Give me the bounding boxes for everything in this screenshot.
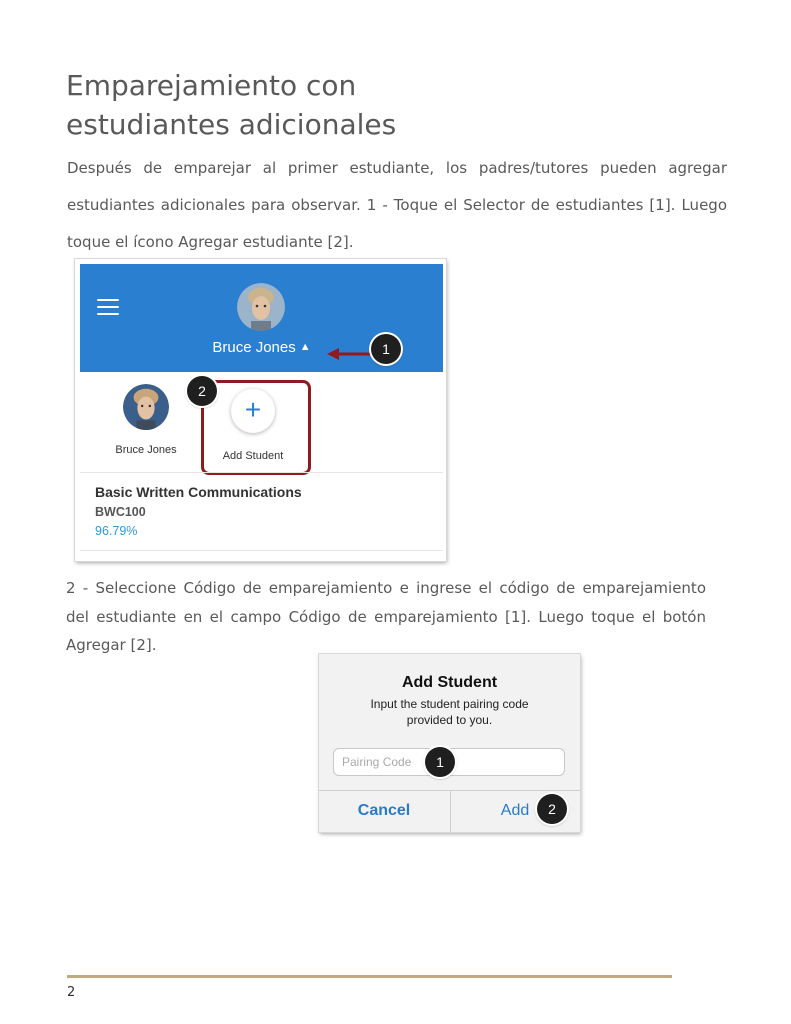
student-name-label: Bruce Jones bbox=[115, 444, 177, 456]
intro-paragraph: Después de emparejar al primer estudiante, los padres/tutores pueden agregar estudiantes adicionales para observar. 1 - Toque el Selector de estudiantes [1]. Luego toque el ícono Agregar estudiante [2]. bbox=[67, 159, 727, 251]
page-title-line-1: Emparejamiento con bbox=[66, 69, 357, 102]
dialog-message-line-2: provided to you. bbox=[406, 713, 493, 727]
cancel-button[interactable]: Cancel bbox=[319, 791, 449, 831]
dialog-title: Add Student bbox=[401, 674, 498, 691]
course-name: Basic Written Communications bbox=[95, 484, 302, 500]
student-avatar[interactable] bbox=[237, 283, 285, 331]
page-number: 2 bbox=[67, 985, 76, 1000]
add-button[interactable]: Add bbox=[450, 791, 580, 831]
dialog-message bbox=[319, 696, 580, 728]
page-title-line-2: estudiantes adicionales bbox=[66, 108, 397, 141]
course-card[interactable] bbox=[95, 484, 302, 538]
chevron-up-icon: ▲ bbox=[299, 341, 311, 353]
add-student-dialog-screenshot bbox=[319, 654, 580, 832]
page-title bbox=[66, 66, 746, 144]
callout-badge-1: 1 bbox=[371, 334, 401, 364]
callout-badge-1: 1 bbox=[425, 747, 455, 777]
student-selector-name: Bruce Jones bbox=[212, 339, 296, 356]
student-list-item[interactable] bbox=[96, 384, 196, 456]
course-grade: 96.79% bbox=[95, 524, 138, 538]
step2-paragraph: 2 - Seleccione Código de emparejamiento e ingrese el código de emparejamiento del estudiante en el campo Código de emparejamiento [1]. Luego toque el botón Agregar [2]. bbox=[66, 579, 706, 654]
student-avatar bbox=[123, 384, 169, 430]
student-selector-screenshot bbox=[75, 259, 446, 561]
add-student-label: Add Student bbox=[222, 450, 284, 462]
divider bbox=[80, 550, 443, 551]
highlight-box bbox=[201, 380, 311, 475]
dialog-message-line-1: Input the student pairing code bbox=[370, 697, 529, 711]
footer-rule bbox=[67, 975, 672, 978]
hamburger-menu-icon[interactable] bbox=[97, 299, 119, 315]
course-code: BWC100 bbox=[95, 505, 146, 519]
divider bbox=[80, 472, 443, 473]
callout-badge-2: 2 bbox=[537, 794, 567, 824]
plus-icon: + bbox=[231, 389, 275, 433]
callout-badge-2: 2 bbox=[187, 376, 217, 406]
